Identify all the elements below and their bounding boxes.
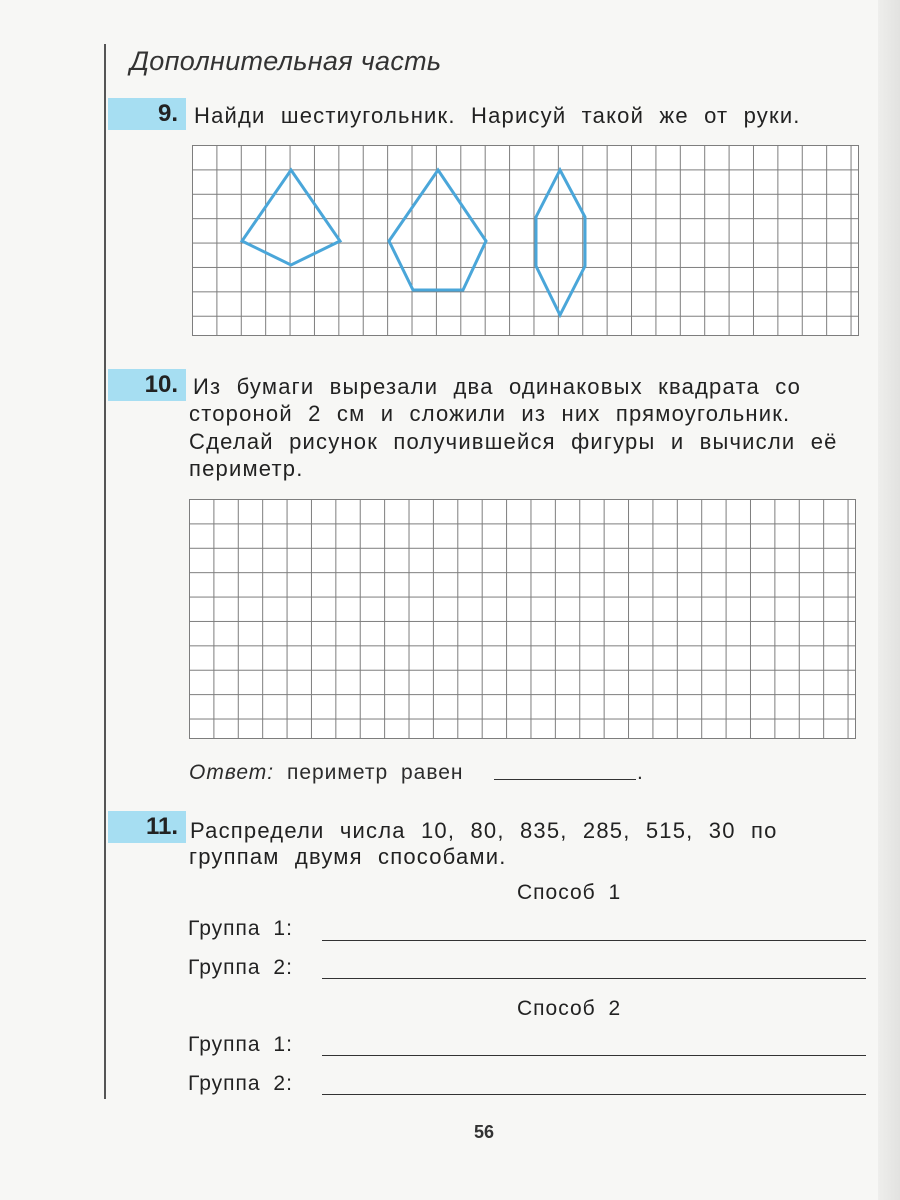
task-10-line-3: Сделай рисунок получившейся фигуры и вычисли её bbox=[189, 429, 838, 454]
method-2-title: Способ 2 bbox=[517, 997, 622, 1020]
method-2-group-2-label: Группа 2: bbox=[188, 1072, 293, 1095]
answer-blank-line[interactable] bbox=[494, 779, 636, 780]
method-1-group-1-label: Группа 1: bbox=[188, 917, 293, 940]
method-1-title: Способ 1 bbox=[517, 881, 622, 904]
pentagon-shape bbox=[389, 170, 486, 290]
answer-end: . bbox=[637, 761, 644, 784]
task-10-grid[interactable] bbox=[189, 499, 856, 739]
margin-line bbox=[104, 44, 106, 1099]
task-11-number: 11. bbox=[108, 811, 186, 843]
task-10-number: 10. bbox=[108, 369, 186, 401]
task-9-number: 9. bbox=[108, 98, 186, 130]
answer-text: периметр равен bbox=[286, 761, 464, 784]
method-1-group-2-label: Группа 2: bbox=[188, 956, 293, 979]
method-2-group-1-label: Группа 1: bbox=[188, 1033, 293, 1056]
task-10-line-4: периметр. bbox=[189, 456, 304, 481]
task-9-shapes bbox=[192, 145, 858, 335]
method-1-group-2-line[interactable] bbox=[322, 978, 866, 979]
task-9-grid bbox=[192, 145, 859, 336]
task-10-answer bbox=[189, 761, 464, 785]
quadrilateral-shape bbox=[242, 170, 340, 265]
task-10-line-1: Из бумаги вырезали два одинаковых квадрата со bbox=[193, 374, 802, 399]
task-9-text: Найди шестиугольник. Нарисуй такой же от руки. bbox=[194, 103, 801, 128]
task-11-line-2: группам двумя способами. bbox=[189, 844, 507, 869]
page-edge bbox=[878, 0, 900, 1200]
method-2-group-1-line[interactable] bbox=[322, 1055, 866, 1056]
method-2-group-2-line[interactable] bbox=[322, 1094, 866, 1095]
page-number: 56 bbox=[473, 1122, 495, 1142]
task-10-line-2: стороной 2 см и сложили из них прямоугольник. bbox=[189, 401, 791, 426]
section-title: Дополнительная часть bbox=[130, 46, 442, 76]
hexagon-shape bbox=[536, 170, 585, 315]
answer-label: Ответ: bbox=[189, 761, 275, 784]
task-11-line-1: Распредели числа 10, 80, 835, 285, 515, 30 по bbox=[190, 818, 778, 843]
method-1-group-1-line[interactable] bbox=[322, 940, 866, 941]
